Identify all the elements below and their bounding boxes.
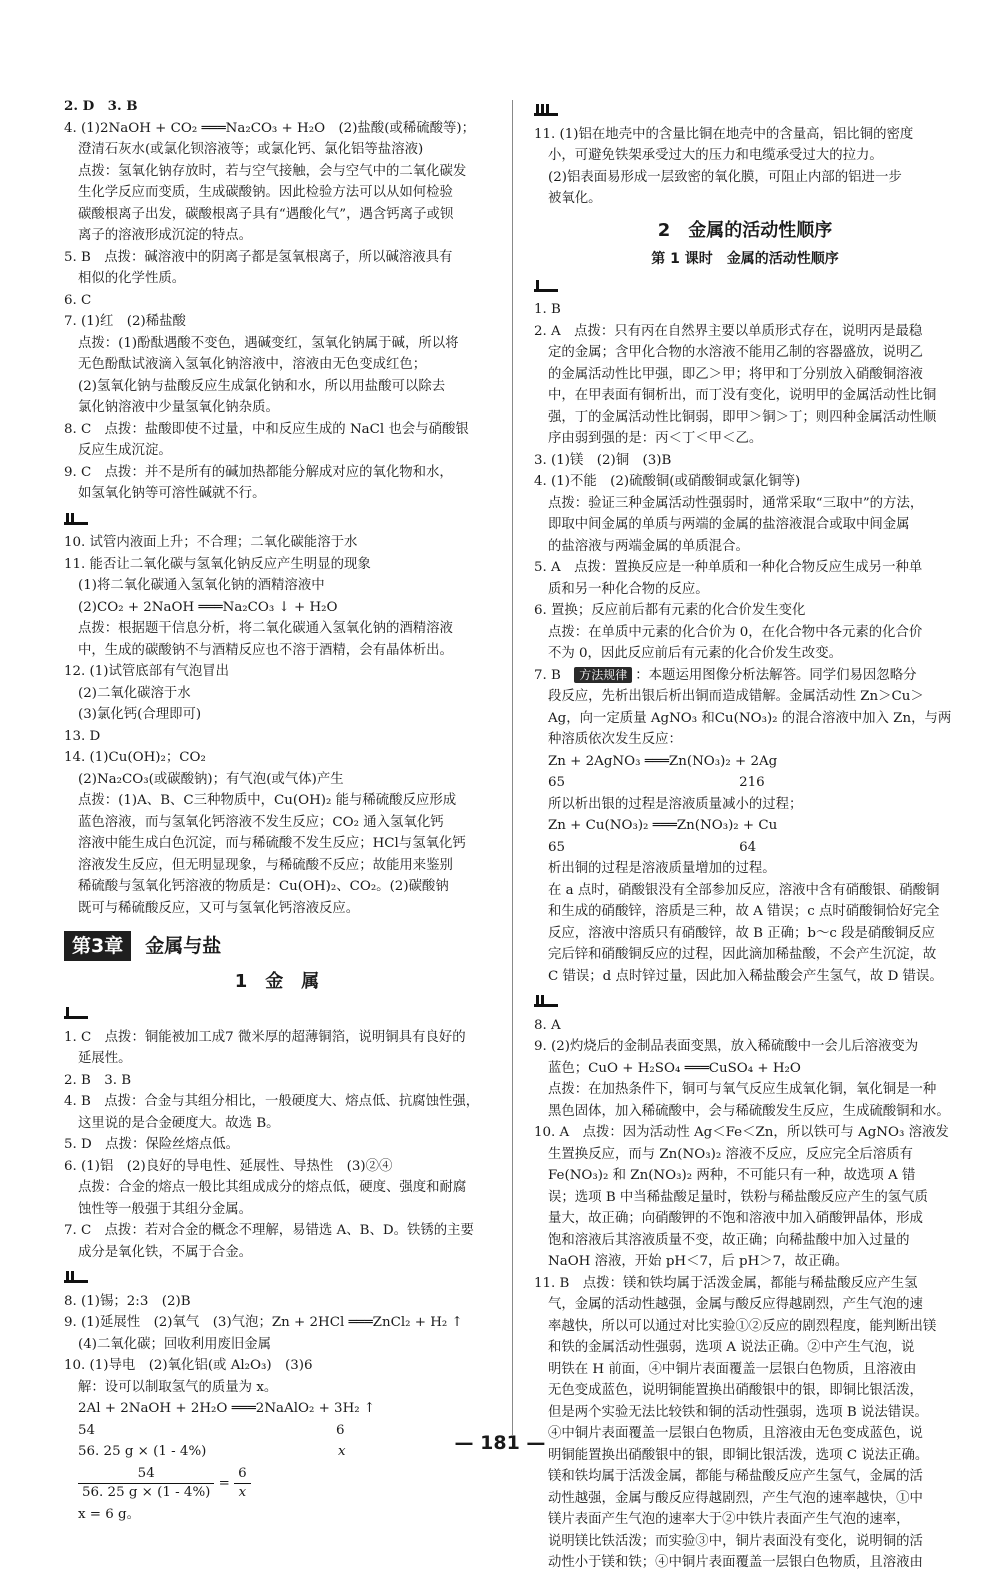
answer-line: 中，生成的碳酸钠不与酒精反应也不溶于酒精，会有晶体析出。 [78,642,453,658]
answer-line: 饱和溶液后其溶液质量不变，故正确；向稀盐酸中加入过量的 [548,1232,910,1248]
equation-mass-line: 65 64 [548,839,757,855]
answer-line: 点拨：验证三种金属活动性强弱时，通常采取“三取中”的方法， [548,495,924,511]
answer-line: 生化学反应而变质，生成碳酸钠。因此检验方法可以从如何检验 [78,185,453,200]
answer-line: 9. (1)延展性 (2)氧气 (3)气泡；Zn + 2HCl ═══ZnCl₂ + H₂ ↑ [64,1315,463,1330]
answer-line: 11. (1)铝在地壳中的含量比铜在地壳中的含量高，铝比铜的密度 [534,126,914,142]
right-level1-block [534,299,956,987]
answer-line: 12. (1)试管底部有气泡冒出 [64,664,230,679]
answer-line: 蓝色；CuO + H₂SO₄ ═══CuSO₄ + H₂O [548,1060,801,1076]
answer-line: 强，丁的金属活动性比铜弱，即甲＞铜＞丁；则四种金属活动性顺 [548,409,937,425]
answer-line: 9. C 点拨：并不是所有的碱加热都能分解成对应的氧化物和水， [64,464,453,480]
answer-line: 10. A 点拨：因为活动性 Ag＜Fe＜Zn，所以铁可与 AgNO₃ 溶液发 [534,1125,949,1140]
answer-line: 蚀性等一般强于其组分金属。 [78,1201,253,1217]
answer-line: (3)氯化钙(合理即可) [78,707,202,722]
answer-line: 9. (2)灼烧后的金制品表面变黑，放入稀硫酸中一会儿后溶液变为 [534,1039,919,1054]
calc-x: x [338,1444,346,1459]
answer-line: 的盐溶液与两端金属的单质混合。 [548,538,749,554]
answer-line: (2)铝表面易形成一层致密的氧化膜，可阻止内部的铝进一步 [548,169,902,185]
answer-line: 但是两个实验无法比较铁和铜的活动性强弱，选项 B 说法错误。 [548,1404,928,1420]
answer-line: 11. 能否让二氧化碳与氢氧化钠反应产生明显的现象 [64,556,371,572]
answer-line: 13. D [64,728,101,744]
answer-line: 不为 0，因此反应前后有元素的化合价发生改变。 [548,646,842,661]
fraction-right [234,1465,251,1502]
answer-line: 7. C 点拨：若对合金的概念不理解，易错选 A、B、D。铁锈的主要 [64,1223,474,1238]
answer-line: 4. (1)2NaOH + CO₂ ═══Na₂CO₃ + H₂O (2)盐酸(或稀硫酸等)； [64,120,475,136]
answer-line: 种溶质依次发生反应： [548,732,682,747]
answer-line: 2. B 3. B [64,1072,132,1088]
equation-mass-line: 65 216 [548,775,765,790]
calc-54: 54 [78,1422,96,1438]
level-2-icon [64,507,90,525]
fraction-numerator: 6 [234,1465,251,1484]
answer-line: 镁片表面产生气泡的速率大于②中铁片表面产生气泡的速率， [548,1512,910,1527]
chapter-heading [64,931,490,961]
answer-line: (1)将二氧化碳通入氢氧化钠的酒精溶液中 [78,578,325,593]
answer-line: NaOH 溶液，开始 pH＜7，后 pH＞7，故正确。 [548,1254,849,1269]
lesson-title: 第 1 课时 金属的活动性顺序 [651,250,839,267]
answer-line: 3. (1)镁 (2)铜 (3)B [534,452,672,468]
answer-line: 溶液中能生成白色沉淀，而与稀硫酸不发生反应；HCl与氢氧化钙 [78,836,466,851]
answer-line: 4. (1)不能 (2)硫酸铜(或硝酸铜或氯化铜等) [534,474,801,489]
answer-line: 4. B 点拨：合金与其组分相比，一般硬度大、熔点低、抗腐蚀性强， [64,1094,480,1109]
answer-line: 如氢氧化钠等可溶性碱就不行。 [78,486,266,501]
answer-line: 率越快，所以可以通过对比实验①②反应的剧烈程度，能判断出镁 [548,1318,937,1334]
equation-line: Zn + Cu(NO₃)₂ ═══Zn(NO₃)₂ + Cu [548,818,778,833]
page-number: — 181 — [454,1432,546,1454]
level-2-icon [64,1265,90,1283]
answer-line: C 错误；d 点时锌过量，因此加入稀盐酸会产生氢气，故 D 错误。 [548,968,943,984]
q7-first-text: ：本题运用图像分析法解答。同学们易因忽略分 [635,667,917,683]
answer-line: 8. A [534,1017,561,1033]
answer-line: 8. C 点拨：盐酸即使不过量，中和反应生成的 NaCl 也会与硝酸银 [64,421,469,437]
answer-line: 蓝色溶液，而与氢氧化钙溶液不发生反应；CO₂ 通入氢氧化钙 [78,814,444,830]
answer-line: (2)二氧化碳溶于水 [78,685,191,701]
answer-line: 点拨：(1)酚酞遇酸不变色，遇碱变红，氢氧化钠属于碱，所以将 [78,335,459,351]
answer-line: 动性越强，金属与酸反应得越剧烈，产生气泡的速率越快，①中 [548,1490,923,1506]
answer-line: 点拨：(1)A、B、C三种物质中，Cu(OH)₂ 能与稀硫酸反应形成 [78,793,457,808]
fraction-denominator: x [238,1484,247,1500]
answer-line: 2Al + 2NaOH + 2H₂O ═══2NaAlO₂ + 3H₂ ↑ [78,1401,376,1416]
answer-line: 点拨：氢氧化钠存放时，若与空气接触，会与空气中的二氧化碳发 [78,163,467,179]
answer-line: ④中铜片表面覆盖一层银白色物质，且溶液由无色变成蓝色，说 [548,1426,923,1441]
answer-line: 2. A 点拨：只有丙在自然界主要以单质形式存在，说明丙是最稳 [534,323,923,339]
answer-line: 点拨：根据题干信息分析，将二氧化碳通入氢氧化钠的酒精溶液 [78,621,453,636]
answer-line: 和生成的硝酸锌，溶质是三种，故 A 错误；c 点时硝酸铜恰好完全 [548,904,940,919]
answer-line: (2)氢氧化钠与盐酸反应生成氯化钠和水，所以用盐酸可以除去 [78,378,446,394]
answer-line: 5. D 点拨：保险丝熔点低。 [64,1137,240,1152]
answer-line: 澄清石灰水(或氯化钡溶液等；或氯化钙、氯化铝等盐溶液) [78,142,424,157]
level-1-icon [534,274,560,292]
answer-line: 和铁的金属活动性强弱，选项 A 说法正确。②中产生气泡，说 [548,1340,915,1355]
answer-line: 在 a 点时，硝酸银没有全部参加反应，溶液中含有硝酸银、硝酸铜 [548,882,940,898]
q7-number: 7. B [534,667,561,683]
answer-line: 序由弱到强的是：丙＜丁＜甲＜乙。 [548,431,763,446]
level-1-icon [64,1001,90,1019]
answer-line: 8. (1)锡；2:3 (2)B [64,1293,191,1309]
answer-line: 中，在甲表面有铜析出，而丁没有变化，说明甲的金属活动性比铜 [548,388,937,403]
answer-line: 5. B 点拨：碱溶液中的阴离子都是氢氧根离子，所以碱溶液具有 [64,249,453,265]
answer-line: 14. (1)Cu(OH)₂；CO₂ [64,750,206,765]
section-title: 1 金 属 [234,971,320,992]
answer-line: 无色酚酞试液滴入氢氧化钠溶液中，溶液由无色变成红色； [78,357,427,372]
answer-line: 既可与稀硫酸反应，又可与氢氧化钙溶液反应。 [78,900,360,916]
answer-line: (4)二氧化碳；回收利用废旧金属 [78,1336,272,1352]
answer-line: 所以析出银的过程是溶液质量减小的过程； [548,796,803,812]
right-level2-block [534,1015,956,1574]
answer-line: 6. C [64,292,92,308]
calc-mass: 56. 25 g × (1 - 4%) [78,1444,207,1459]
right-column [534,96,956,1574]
answer-line: 误；选项 B 中当稀盐酸足量时，铁粉与稀盐酸反应产生的氢气质 [548,1189,928,1205]
answer-line: (2)CO₂ + 2NaOH ═══Na₂CO₃ ↓ + H₂O [78,599,338,615]
answer-line: 点拨：在加热条件下，铜可与氧气反应生成氧化铜，氧化铜是一种 [548,1082,937,1097]
answer-line: 段反应，先析出银后析出铜而造成错解。金属活动性 Zn＞Cu＞ [548,689,924,704]
answer-line: 成分是氧化铁，不属于合金。 [78,1244,253,1260]
answer-line: 被氧化。 [548,191,602,206]
answer-line: 11. B 点拨：镁和铁均属于活泼金属，都能与稀盐酸反应产生氢 [534,1275,918,1291]
answer-line: 6. (1)铝 (2)良好的导电性、延展性、导热性 (3)②④ [64,1158,393,1174]
answer-line: 稀硫酸与氢氧化钙溶液的物质是：Cu(OH)₂、CO₂。(2)碳酸钠 [78,879,449,894]
answer-line: 黑色固体，加入稀硫酸中，会与稀硫酸发生反应，生成硫酸铜和水。 [548,1103,950,1119]
answer-line: 完后锌和硝酸铜反应的过程，因此滴加稀盐酸，不会产生沉淀，故 [548,947,937,962]
answer-line: 6. 置换；反应前后都有元素的化合价发生变化 [534,603,806,618]
answer-line: 明铜能置换出硝酸银中的银，即铜比银活泼，选项 C 说法正确。 [548,1447,929,1463]
column-divider [512,100,513,1435]
answer-line: 说明镁比铁活泼；而实验③中，铜片表面没有变化，说明铜的活 [548,1533,923,1549]
q7-first-line [534,665,956,687]
answer-line: 量大，故正确；向硝酸钾的不饱和溶液中加入硝酸钾晶体，形成 [548,1211,923,1226]
fraction-numerator: 54 [78,1465,214,1484]
calc-proportion [64,1465,490,1502]
answer-line: 点拨：在单质中元素的化合价为 0，在化合物中各元素的化合价 [548,624,923,640]
answer-line: 1. C 点拨：铜能被加工成7 微米厚的超薄铜箔，说明铜具有良好的 [64,1029,466,1045]
answer-line: Fe(NO₃)₂ 和 Zn(NO₃)₂ 两种，不可能只有一种，故选项 A 错 [548,1168,916,1183]
answer-line: 明铁在 H 前面，④中铜片表面覆盖一层银白色物质，且溶液由 [548,1361,917,1377]
answer-line: 点拨：合金的熔点一般比其组成成分的熔点低，硬度、强度和耐腐 [78,1180,467,1195]
answer-line: 5. A 点拨：置换反应是一种单质和一种化合物反应生成另一种单 [534,560,923,575]
answer-line: 1. B [534,302,561,317]
calc-result: x = 6 g。 [78,1506,141,1522]
level-2-icon [534,989,560,1007]
answer-line: 生置换反应，而与 Zn(NO₃)₂ 溶液不反应，反应完全后溶质有 [548,1146,913,1162]
answer-line: 质和另一种化合物的反应。 [548,581,709,597]
answer-line: 7. (1)红 (2)稀盐酸 [64,314,186,329]
answer-line: 动性小于镁和铁；④中铜片表面覆盖一层银白色物质，且溶液由 [548,1555,923,1570]
answer-line: 氯化钠溶液中少量氢氧化钠杂质。 [78,400,279,415]
chapter-name: 金属与盐 [145,935,222,957]
section-title: 2 金属的活动性顺序 [657,219,833,241]
answer-line: 气，金属的活动性越强，金属与酸反应得越剧烈，产生气泡的速 [548,1297,923,1312]
answer-line: 无色变成蓝色，说明铜能置换出硝酸银中的银，即铜比银活泼， [548,1383,923,1398]
equals-sign: = [218,1475,230,1491]
answer-line: 反应生成沉淀。 [78,443,172,458]
answer-line: Ag，向一定质量 AgNO₃ 和Cu(NO₃)₂ 的混合溶液中加入 Zn，与两 [548,710,952,726]
answer-line: 即取中间金属的单质与两端的金属的盐溶液混合或取中间金属 [548,517,910,532]
right-level3-block [534,124,956,210]
left-column [64,96,490,1525]
answer-line: 离子的溶液形成沉淀的特点。 [78,228,253,243]
section1-level2-block [64,1291,490,1526]
chapter-tag: 第3章 [64,931,131,961]
method-tag: 方法规律 [574,667,632,683]
left-top-block [64,96,490,505]
answer-line: 解：设可以制取氢气的质量为 x。 [78,1379,278,1395]
equation-line: Zn + 2AgNO₃ ═══Zn(NO₃)₂ + 2Ag [548,753,778,769]
answer-line: 10. 试管内液面上升；不合理；二氧化碳能溶于水 [64,535,358,550]
answer-line: 的金属活动性比甲强，即乙＞甲；将甲和丁分别放入硝酸铜溶液 [548,366,923,382]
answer-line: 相似的化学性质。 [78,271,186,286]
answer-line: 反应，溶液中溶质只有硝酸锌，故 B 正确；b～c 段是硝酸铜反应 [548,925,935,941]
calc-6: 6 [336,1422,345,1438]
fraction-denominator: 56. 25 g × (1 - 4%) [82,1484,211,1500]
left-level2-block [64,532,490,919]
answer-line: 2. D 3. B [64,98,138,114]
answer-line: 这里说的是合金硬度大。故选 B。 [78,1115,280,1131]
section1-level1-block [64,1027,490,1264]
answer-line: 碳酸根离子出发，碳酸根离子具有“遇酸化气”，遇含钙离子或钡 [78,206,454,222]
answer-line: 析出铜的过程是溶液质量增加的过程。 [548,861,776,876]
answer-line: 镁和铁均属于活泼金属，都能与稀盐酸反应产生氢气，金属的活 [548,1469,923,1484]
level-3-icon [534,98,560,116]
answer-line: 溶液发生反应，但无明显现象，与稀硫酸不反应；故能用来鉴别 [78,857,453,873]
answer-line: (2)Na₂CO₃(或碳酸钠)；有气泡(或气体)产生 [78,771,344,787]
answer-line: 10. (1)导电 (2)氧化铝(或 Al₂O₃) (3)6 [64,1358,313,1373]
fraction-left [78,1465,214,1502]
answer-line: 延展性。 [78,1051,132,1066]
answer-line: 定的金属；含甲化合物的水溶液不能用乙制的容器盛放，说明乙 [548,345,923,360]
answer-line: 小，可避免铁架承受过大的压力和电缆承受过大的拉力。 [548,148,883,163]
